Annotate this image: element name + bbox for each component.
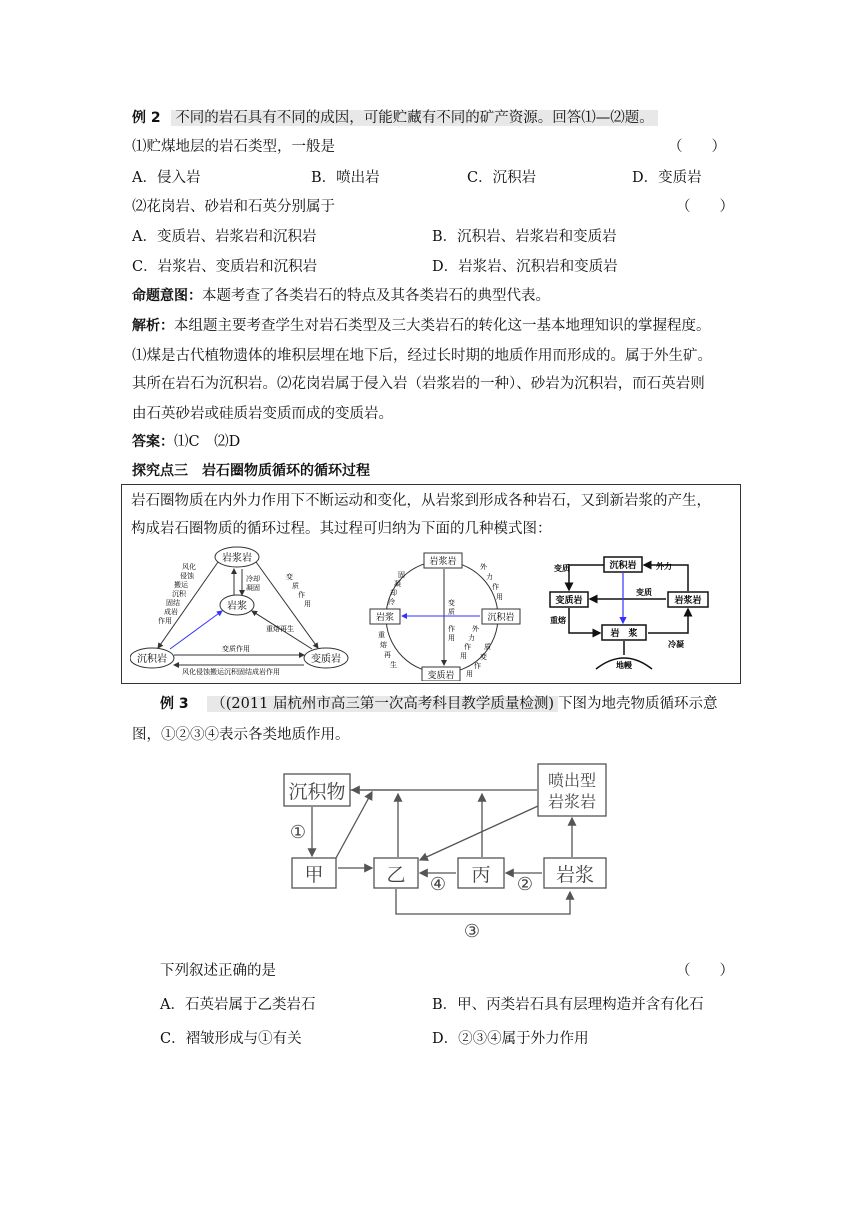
d2-mr-1: 力 (468, 634, 475, 642)
d2-tr-2: 作 (492, 583, 499, 591)
d3-outer: 外力 (656, 562, 672, 571)
d3-magmatic: 岩浆岩 (674, 596, 702, 606)
rock-cycle-diagram-3 (548, 555, 726, 677)
ex3-option-d: D．②③④属于外力作用 (432, 1031, 589, 1047)
fig-jia: 甲 (304, 864, 324, 886)
d2-magma: 岩浆 (375, 613, 395, 623)
fig-bing: 丙 (471, 864, 491, 886)
d1-magmatic: 岩浆岩 (222, 553, 252, 564)
d2-sedimentary: 沉积岩 (487, 613, 515, 623)
example3-question: 下列叙述正确的是 (160, 963, 276, 979)
example2-text: 不同的岩石具有不同的成因，可能贮藏有不同的矿产资源。回答⑴—⑵题。 (171, 110, 658, 126)
d1-right-0: 变 (286, 573, 293, 581)
d1-left-0: 风化 (182, 563, 196, 571)
question1-bracket: （ ） (668, 139, 726, 155)
d2-center-0: 变 (448, 599, 455, 607)
d2-center-3: 用 (448, 634, 455, 642)
d1-right-3: 用 (304, 600, 311, 608)
q1-option-a: A．侵入岩 (132, 170, 201, 186)
crust-cycle-figure (282, 762, 618, 942)
fig-n1: ① (289, 822, 307, 843)
d3-remelt: 重熔 (550, 616, 566, 625)
example2-label: 例 2 (132, 110, 161, 126)
d1-left-2: 搬运 (174, 581, 188, 589)
d2-center-2: 作 (448, 625, 455, 633)
example3-line-1 (160, 694, 718, 714)
d2-ml-1: 熔 (380, 641, 387, 649)
rock-cycle-box (121, 484, 741, 684)
question1: ⑴贮煤地层的岩石类型，一般是 (132, 139, 335, 155)
answer-text: ⑴C ⑵D (174, 434, 241, 450)
answer-line (132, 432, 240, 452)
fig-n3: ③ (463, 921, 481, 942)
q2-option-c: C．岩浆岩、变质岩和沉积岩 (132, 259, 318, 275)
section-title: 探究点三 岩石圈物质循环的循环过程 (132, 463, 370, 479)
analysis-line-3: 其所在岩石为沉积岩。⑵花岗岩属于侵入岩（岩浆岩的一种）、砂岩为沉积岩，而石英岩则 (132, 376, 705, 392)
d1-right-1: 质 (292, 582, 299, 590)
analysis-line-1 (132, 316, 711, 336)
ex3-option-a: A．石英岩属于乙类岩石 (160, 997, 316, 1013)
d1-cool-1: 冷却 (246, 575, 260, 583)
q2-option-d: D．岩浆岩、沉积岩和变质岩 (432, 259, 618, 275)
d2-mr-0: 外 (472, 625, 479, 633)
intent-text: 本题考查了各类岩石的特点及其各类岩石的典型代表。 (202, 288, 550, 304)
analysis-line-2: ⑴煤是古代植物遗体的堆积层埋在地下后，经过长时期的地质作用而形成的。属于外生矿。 (132, 348, 712, 364)
q2-option-b: B．沉积岩、岩浆岩和变质岩 (432, 229, 617, 245)
d2-ml-2: 再 (384, 651, 391, 659)
analysis-text-1: 本组题主要考查学生对岩石类型及三大类岩石的转化这一基本地理知识的掌握程度。 (174, 318, 711, 334)
rock-cycle-diagram-2 (368, 551, 532, 681)
example2-stem (132, 108, 658, 128)
d3-metamorphic: 变质岩 (555, 596, 583, 606)
d3-bian2: 变质 (636, 588, 652, 597)
d2-ml-3: 生 (390, 661, 397, 669)
d2-br-3: 用 (466, 670, 473, 678)
d2-tl-3: 冷 (388, 598, 395, 606)
analysis-label: 解析： (132, 318, 174, 334)
d2-br-0: 质 (484, 643, 491, 651)
d2-tl-2: 却 (390, 589, 397, 597)
question2-bracket: （ ） (676, 199, 734, 215)
d1-remelt: 重熔再生 (266, 625, 294, 633)
d3-bian: 变质 (554, 564, 570, 573)
rock-cycle-diagram-1 (130, 545, 352, 675)
d2-ml-0: 重 (378, 631, 385, 639)
d1-sedimentary: 沉积岩 (137, 654, 167, 665)
d3-mantle: 地幔 (616, 661, 632, 670)
example3-text-1: 下图为地壳物质循环示意 (558, 696, 718, 712)
d1-left-1: 侵蚀 (180, 572, 194, 580)
d1-left-4: 固结 (166, 599, 180, 607)
d2-mr-3: 用 (460, 652, 467, 660)
d1-magma: 岩浆 (227, 601, 247, 612)
example3-source: （(2011 届杭州市高三第一次高考科目教学质量检测) (207, 696, 558, 712)
fig-n4: ④ (429, 874, 447, 895)
intent-line (132, 286, 550, 306)
fig-erupt-1: 喷出型 (547, 771, 597, 790)
d2-tr-3: 用 (496, 593, 503, 601)
q1-option-d: D．变质岩 (632, 170, 702, 186)
d1-cool-2: 凝固 (246, 584, 260, 592)
d1-meta-action: 变质作用 (222, 645, 250, 653)
d1-metamorphic: 变质岩 (311, 654, 341, 665)
box-text-1: 岩石圈物质在内外力作用下不断运动和变化，从岩浆到形成各种岩石，又到新岩浆的产生， (131, 493, 711, 509)
example3-bracket: （ ） (676, 963, 734, 979)
fig-yi: 乙 (386, 864, 406, 886)
d1-left-3: 沉积 (172, 590, 186, 598)
analysis-line-4: 由石英砂岩或硅质岩变质而成的变质岩。 (132, 406, 393, 422)
q2-option-a: A．变质岩、岩浆岩和沉积岩 (132, 229, 317, 245)
d3-magma: 岩 浆 (610, 629, 638, 639)
d2-center-1: 质 (448, 608, 455, 616)
d1-right-2: 作 (298, 591, 305, 599)
d1-left-5: 成岩 (164, 608, 178, 616)
d3-sedimentary: 沉积岩 (609, 561, 637, 571)
q1-option-c: C．沉积岩 (467, 170, 537, 186)
d2-magmatic: 岩浆岩 (429, 557, 457, 567)
d1-bottom: 风化侵蚀搬运沉积固结成岩作用 (182, 668, 280, 675)
intent-label: 命题意图： (132, 288, 202, 304)
d1-left-6: 作用 (158, 617, 172, 625)
d2-metamorphic: 变质岩 (427, 671, 455, 681)
ex3-option-b: B．甲、丙类岩石具有层理构造并含有化石 (432, 997, 704, 1013)
d2-br-1: 变 (480, 653, 487, 661)
box-text-2: 构成岩石圈物质的循环过程。其过程可归纳为下面的几种模式图： (131, 521, 552, 537)
ex3-option-c: C．褶皱形成与①有关 (160, 1031, 302, 1047)
d2-tl-0: 固 (398, 571, 405, 579)
d2-tr-0: 外 (480, 563, 487, 571)
answer-label: 答案： (132, 434, 174, 450)
fig-sediment: 沉积物 (288, 781, 346, 803)
fig-erupt-2: 岩浆岩 (547, 792, 597, 811)
q1-option-b: B．喷出岩 (311, 170, 380, 186)
d2-mr-2: 作 (464, 643, 471, 651)
fig-magma: 岩浆 (555, 864, 595, 886)
example3-line-2: 图，①②③④表示各类地质作用。 (132, 727, 350, 743)
example3-label: 例 3 (160, 696, 189, 712)
question2: ⑵花岗岩、砂岩和石英分别属于 (132, 199, 335, 215)
d2-br-2: 作 (474, 662, 481, 670)
d2-tr-1: 力 (486, 573, 493, 581)
d2-tl-1: 凝 (394, 580, 401, 588)
fig-n2: ② (516, 874, 534, 895)
d3-cool: 冷凝 (668, 640, 684, 649)
